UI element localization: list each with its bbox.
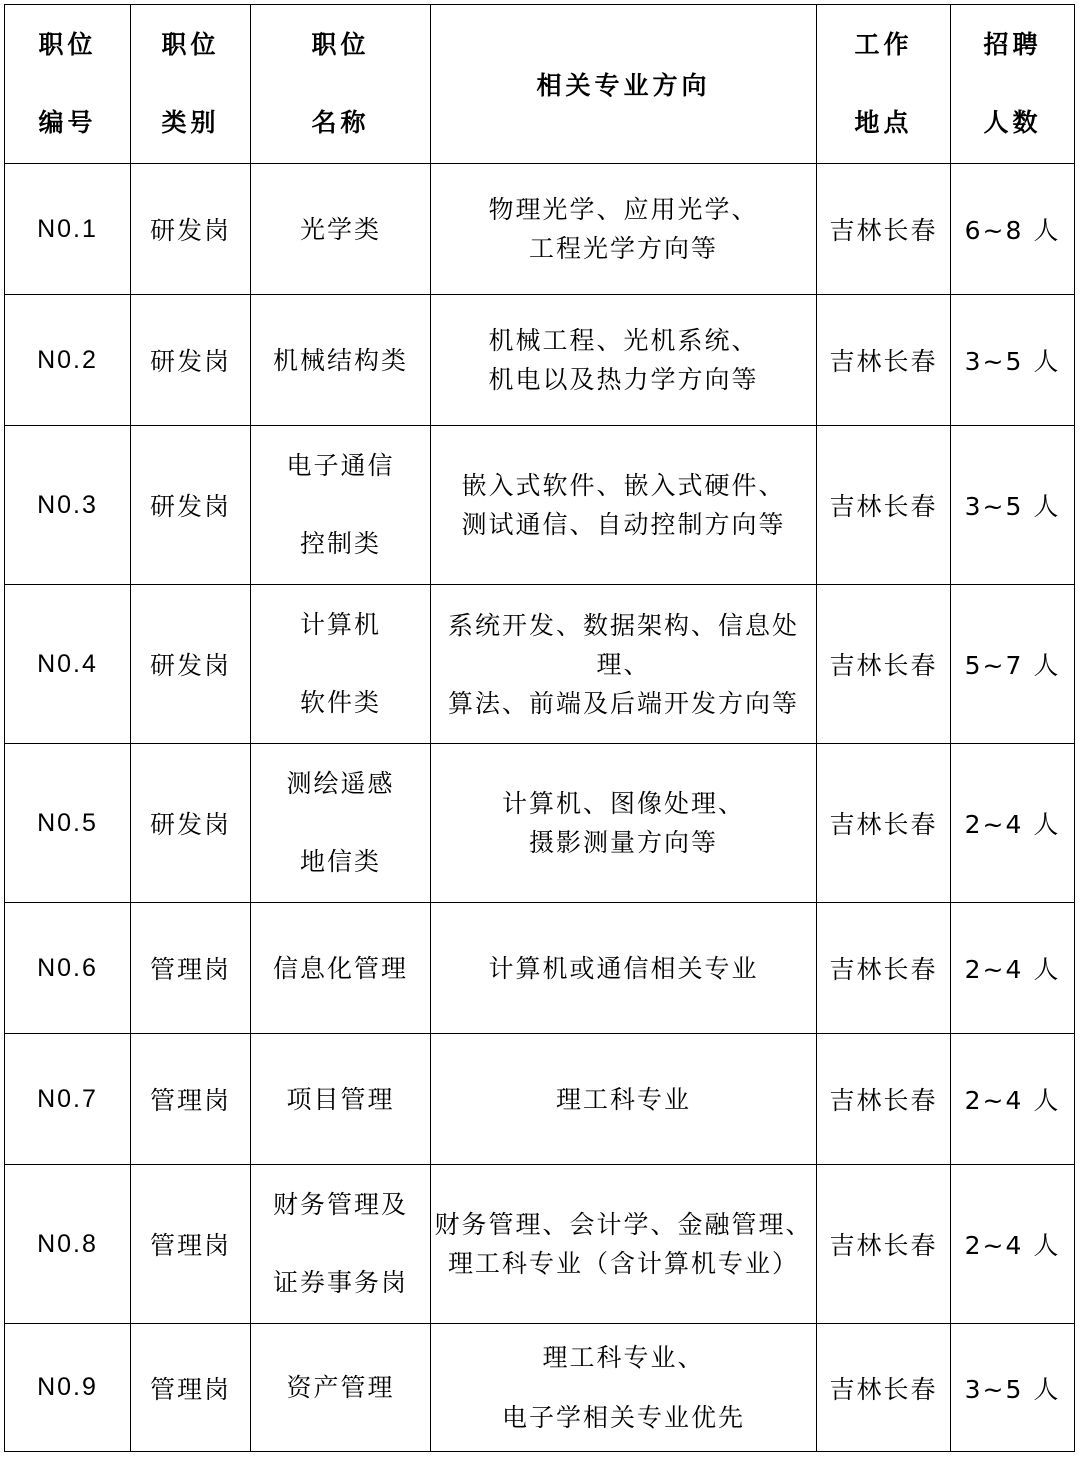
job-category: 研发岗 [131,585,251,744]
table-row [5,903,1075,1034]
job-count: 3~5 人 [951,295,1075,426]
table-row [5,1165,1075,1324]
table-row [5,1324,1075,1452]
job-count: 2~4 人 [951,903,1075,1034]
job-direction: 理工科专业 [431,1034,817,1165]
header-count: 招聘 人数 [951,5,1075,164]
job-direction: 财务管理、会计学、金融管理、 理工科专业（含计算机专业） [431,1165,817,1324]
job-location: 吉林长春 [817,1324,951,1452]
table-row [5,426,1075,585]
job-direction: 计算机或通信相关专业 [431,903,817,1034]
job-category: 管理岗 [131,1324,251,1452]
job-category: 研发岗 [131,295,251,426]
job-category: 研发岗 [131,164,251,295]
header-row [5,5,1075,164]
job-count: 3~5 人 [951,1324,1075,1452]
job-count: 5~7 人 [951,585,1075,744]
job-name: 机械结构类 [251,295,431,426]
job-location: 吉林长春 [817,585,951,744]
table-row [5,585,1075,744]
job-count: 2~4 人 [951,744,1075,903]
job-category: 管理岗 [131,903,251,1034]
job-id: N0.9 [5,1324,131,1452]
header-category: 职位 类别 [131,5,251,164]
job-id: N0.8 [5,1165,131,1324]
job-direction: 物理光学、应用光学、 工程光学方向等 [431,164,817,295]
job-category: 研发岗 [131,426,251,585]
job-id: N0.1 [5,164,131,295]
job-id: N0.4 [5,585,131,744]
job-name: 信息化管理 [251,903,431,1034]
job-direction: 机械工程、光机系统、 机电以及热力学方向等 [431,295,817,426]
job-count: 2~4 人 [951,1165,1075,1324]
job-id: N0.7 [5,1034,131,1165]
job-name: 项目管理 [251,1034,431,1165]
job-location: 吉林长春 [817,295,951,426]
job-id: N0.3 [5,426,131,585]
job-location: 吉林长春 [817,744,951,903]
recruitment-table [4,4,1075,1452]
table-row [5,1034,1075,1165]
job-count: 6~8 人 [951,164,1075,295]
job-location: 吉林长春 [817,164,951,295]
job-category: 管理岗 [131,1165,251,1324]
header-location: 工作 地点 [817,5,951,164]
job-location: 吉林长春 [817,426,951,585]
table-row [5,295,1075,426]
job-direction: 理工科专业、 电子学相关专业优先 [431,1324,817,1452]
header-direction: 相关专业方向 [431,5,817,164]
job-name: 计算机 软件类 [251,585,431,744]
job-name: 光学类 [251,164,431,295]
job-name: 资产管理 [251,1324,431,1452]
job-direction: 系统开发、数据架构、信息处理、 算法、前端及后端开发方向等 [431,585,817,744]
job-name: 电子通信 控制类 [251,426,431,585]
job-category: 研发岗 [131,744,251,903]
job-location: 吉林长春 [817,1034,951,1165]
job-direction: 计算机、图像处理、 摄影测量方向等 [431,744,817,903]
job-name: 财务管理及 证券事务岗 [251,1165,431,1324]
job-count: 2~4 人 [951,1034,1075,1165]
job-category: 管理岗 [131,1034,251,1165]
header-id: 职位 编号 [5,5,131,164]
job-location: 吉林长春 [817,1165,951,1324]
table-row [5,164,1075,295]
job-direction: 嵌入式软件、嵌入式硬件、 测试通信、自动控制方向等 [431,426,817,585]
job-id: N0.5 [5,744,131,903]
job-count: 3~5 人 [951,426,1075,585]
table-row [5,744,1075,903]
job-name: 测绘遥感 地信类 [251,744,431,903]
job-location: 吉林长春 [817,903,951,1034]
job-id: N0.2 [5,295,131,426]
header-name: 职位 名称 [251,5,431,164]
job-id: N0.6 [5,903,131,1034]
